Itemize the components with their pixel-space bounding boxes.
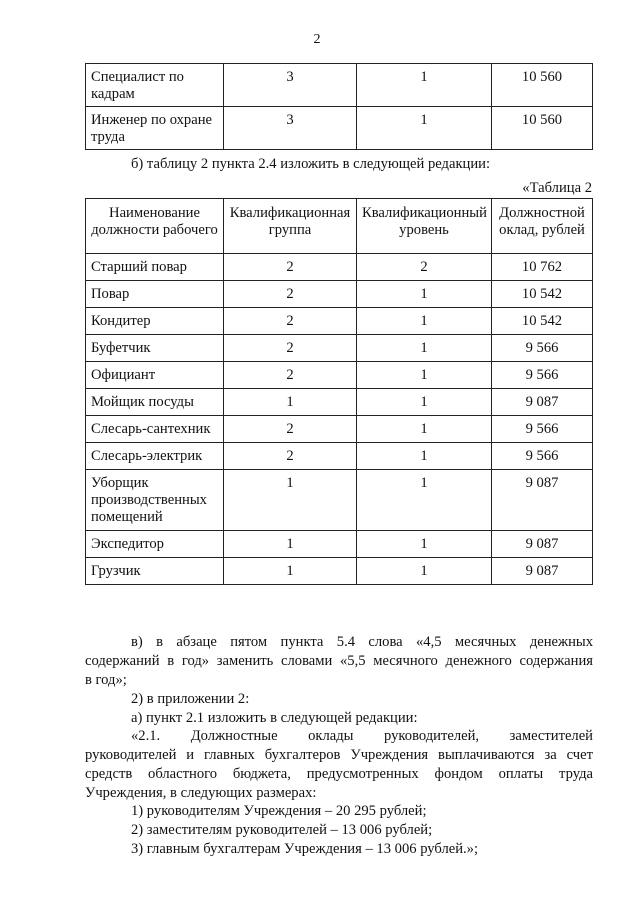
table-row: [86, 107, 593, 150]
qualification-group: 2: [224, 335, 357, 362]
qualification-level: 1: [357, 107, 492, 150]
salary: 10 762: [492, 254, 593, 281]
salary: 9 087: [492, 531, 593, 558]
column-header-level: Квалификационный уровень: [357, 199, 492, 254]
table-row: [86, 64, 593, 107]
paragraph-v-line-2: содержаний в год» заменить словами «5,5 месячного денежного содержания: [85, 653, 593, 669]
qualification-group: 3: [224, 107, 357, 150]
qualification-level: 1: [357, 308, 492, 335]
position-name: Слесарь-электрик: [86, 443, 224, 470]
column-header-salary: Должностной оклад, рублей: [492, 199, 593, 254]
salary: 9 087: [492, 389, 593, 416]
table-header-row: [86, 199, 593, 254]
position-name: Специалист по кадрам: [86, 64, 224, 107]
table-1: [85, 63, 593, 150]
table-row: [86, 389, 593, 416]
salary: 9 087: [492, 558, 593, 585]
salary: 10 542: [492, 281, 593, 308]
table-row: [86, 254, 593, 281]
salary: 9 087: [492, 470, 593, 531]
item-2a: а) пункт 2.1 изложить в следующей редакции:: [131, 710, 418, 726]
paragraph-b: б) таблицу 2 пункта 2.4 изложить в следующей редакции:: [131, 156, 491, 172]
list-item: 2) заместителям руководителей – 13 006 рублей;: [131, 822, 433, 838]
qualification-group: 2: [224, 308, 357, 335]
qualification-level: 1: [357, 281, 492, 308]
position-name: Слесарь-сантехник: [86, 416, 224, 443]
qualification-group: 3: [224, 64, 357, 107]
table-row: [86, 443, 593, 470]
salary: 9 566: [492, 335, 593, 362]
qualification-level: 1: [357, 335, 492, 362]
qualification-group: 2: [224, 281, 357, 308]
column-header-group: Квалификационная группа: [224, 199, 357, 254]
salary: 10 542: [492, 308, 593, 335]
position-name: Уборщик производственных помещений: [86, 470, 224, 531]
table-row: [86, 470, 593, 531]
item-2: 2) в приложении 2:: [131, 691, 250, 707]
qualification-group: 1: [224, 389, 357, 416]
qualification-level: 1: [357, 362, 492, 389]
qualification-level: 1: [357, 443, 492, 470]
qualification-group: 2: [224, 443, 357, 470]
qualification-group: 1: [224, 470, 357, 531]
salary: 9 566: [492, 362, 593, 389]
paragraph-2-1-line-2: руководителей и главных бухгалтеров Учреждения выплачиваются за счет: [85, 747, 593, 763]
table-row: [86, 558, 593, 585]
table-2-caption: «Таблица 2: [522, 180, 592, 196]
position-name: Инженер по охране труда: [86, 107, 224, 150]
qualification-group: 1: [224, 558, 357, 585]
qualification-level: 1: [357, 389, 492, 416]
table-row: [86, 416, 593, 443]
qualification-group: 2: [224, 416, 357, 443]
paragraph-v-line-1: в) в абзаце пятом пункта 5.4 слова «4,5 месячных денежных: [131, 634, 593, 650]
salary: 9 566: [492, 416, 593, 443]
table-row: [86, 335, 593, 362]
paragraph-2-1-line-4: Учреждения, в следующих размерах:: [85, 785, 317, 801]
table-row: [86, 362, 593, 389]
position-name: Повар: [86, 281, 224, 308]
salary: 9 566: [492, 443, 593, 470]
qualification-level: 1: [357, 416, 492, 443]
paragraph-v-line-3: в год»;: [85, 672, 127, 688]
salary: 10 560: [492, 107, 593, 150]
position-name: Официант: [86, 362, 224, 389]
qualification-level: 1: [357, 531, 492, 558]
table-row: [86, 531, 593, 558]
table-row: [86, 308, 593, 335]
qualification-level: 1: [357, 470, 492, 531]
position-name: Старший повар: [86, 254, 224, 281]
table-2: [85, 198, 593, 585]
paragraph-2-1-line-3: средств областного бюджета, предусмотренных фондом оплаты труда: [85, 766, 593, 782]
qualification-group: 2: [224, 362, 357, 389]
list-item: 3) главным бухгалтерам Учреждения – 13 006 рублей.»;: [131, 841, 479, 857]
qualification-level: 2: [357, 254, 492, 281]
qualification-group: 2: [224, 254, 357, 281]
position-name: Буфетчик: [86, 335, 224, 362]
column-header-position: Наименование должности рабочего: [86, 199, 224, 254]
position-name: Мойщик посуды: [86, 389, 224, 416]
qualification-group: 1: [224, 531, 357, 558]
paragraph-2-1-line-1: «2.1. Должностные оклады руководителей, заместителей: [131, 728, 593, 744]
position-name: Кондитер: [86, 308, 224, 335]
position-name: Грузчик: [86, 558, 224, 585]
qualification-level: 1: [357, 558, 492, 585]
page-number: 2: [313, 32, 321, 47]
qualification-level: 1: [357, 64, 492, 107]
salary: 10 560: [492, 64, 593, 107]
position-name: Экспедитор: [86, 531, 224, 558]
table-row: [86, 281, 593, 308]
list-item: 1) руководителям Учреждения – 20 295 рублей;: [131, 803, 427, 819]
